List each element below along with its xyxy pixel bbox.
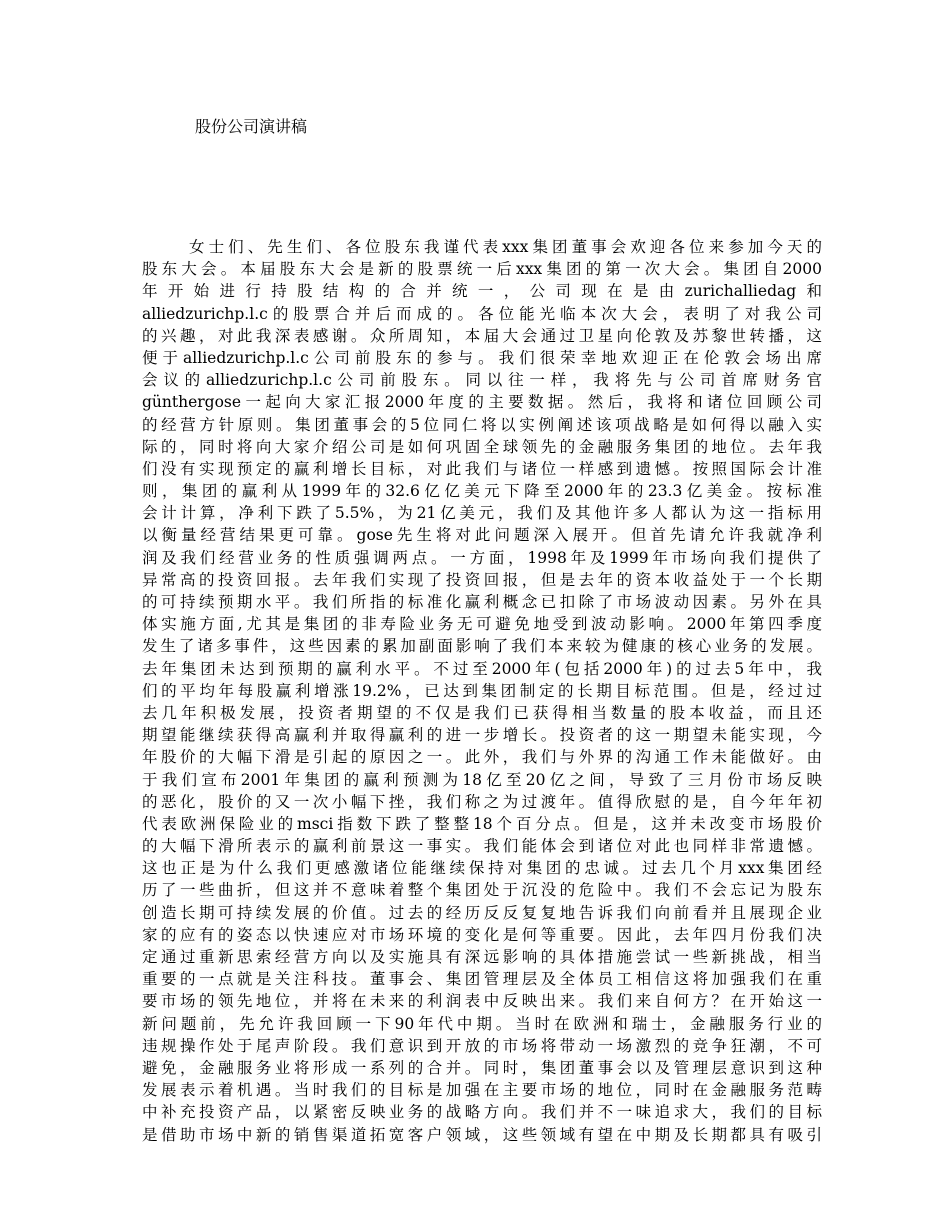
- paragraph-line: 这也正是为什么我们更感激诸位能继续保持对集团的忠诚。过去几个月xxx集团经: [142, 859, 822, 878]
- paragraph-line: 际的，同时将向大家介绍公司是如何巩固全球领先的金融服务集团的地位。去年我: [142, 437, 822, 456]
- paragraph-line: 们的平均年每股赢利增涨19.2%，已达到集团制定的长期目标范围。但是，经过过: [142, 681, 822, 700]
- paragraph-line: 会计计算，净利下跌了5.5%，为21亿美元，我们及其他许多人都认为这一指标用: [142, 504, 822, 523]
- paragraph-line: 是借助市场中新的销售渠道拓宽客户领域，这些领域有望在中期及长期都具有吸引: [142, 1125, 822, 1144]
- paragraph-line: 的可持续预期水平。我们所指的标准化赢利概念已扣除了市场波动因素。另外在具: [142, 593, 822, 611]
- paragraph-line: 润及我们经营业务的性质强调两点。一方面，1998年及1999年市场向我们提供了: [142, 548, 822, 567]
- paragraph-line: 家的应有的姿态以快速应对市场环境的变化是何等重要。因此，去年四月份我们决: [142, 925, 822, 944]
- paragraph-line: 的经营方针原则。集团董事会的5位同仁将以实例阐述该项战略是如何得以融入实: [142, 415, 822, 434]
- paragraph-line: 代表欧洲保险业的msci指数下跌了整整18个百分点。但是，这并未改变市场股价: [142, 814, 822, 833]
- paragraph-line: 的兴趣，对此我深表感谢。众所周知，本届大会通过卫星向伦敦及苏黎世转播，这: [142, 326, 822, 345]
- paragraph-line: günthergose一起向大家汇报2000年度的主要数据。然后，我将和诸位回顾公司: [142, 393, 822, 412]
- paragraph-line: 发展表示着机遇。当时我们的目标是加强在主要市场的地位，同时在金融服务范畴: [142, 1081, 822, 1100]
- paragraph-line: 的恶化，股价的又一次小幅下挫，我们称之为过渡年。值得欣慰的是，自今年年初: [142, 792, 822, 811]
- paragraph-line: 中补充投资产品，以紧密反映业务的战略方向。我们并不一味追求大，我们的目标: [142, 1103, 822, 1122]
- paragraph-line: 年开始进行持股结构的合并统一，公司现在是由zurichalliedag和: [142, 282, 822, 301]
- paragraph-line: 女士们、先生们、各位股东我谨代表xxx集团董事会欢迎各位来参加今天的: [189, 238, 822, 256]
- paragraph-line: 要市场的领先地位，并将在未来的利润表中反映出来。我们来自何方？在开始这一: [142, 992, 822, 1011]
- paragraph-line: 年股价的大幅下滑是引起的原因之一。此外，我们与外界的沟通工作未能做好。由: [142, 748, 822, 767]
- paragraph-line: 创造长期可持续发展的价值。过去的经历反反复复地告诉我们向前看并且展现企业: [142, 903, 822, 922]
- paragraph-line: 重要的一点就是关注科技。董事会、集团管理层及全体员工相信这将加强我们在重: [142, 970, 822, 989]
- paragraph-line: 股东大会。本届股东大会是新的股票统一后xxx集团的第一次大会。集团自2000: [142, 260, 822, 279]
- paragraph-line: 历了一些曲折，但这并不意味着整个集团处于沉没的危险中。我们不会忘记为股东: [142, 881, 822, 900]
- paragraph-line: 以衡量经营结果更可靠。gose先生将对此问题深入展开。但首先请允许我就净利: [142, 526, 822, 545]
- paragraph-line: 去几年积极发展，投资者期望的不仅是我们已获得相当数量的股本收益，而且还: [142, 703, 822, 722]
- paragraph-line: 去年集团未达到预期的赢利水平。不过至2000年(包括2000年)的过去5年中，我: [142, 659, 822, 678]
- paragraph-line: 期望能继续获得高赢利并取得赢利的进一步增长。投资者的这一期望未能实现，今: [142, 726, 822, 745]
- paragraph-line: 们没有实现预定的赢利增长目标，对此我们与诸位一样感到遗憾。按照国际会计准: [142, 459, 822, 478]
- paragraph-line: 于我们宣布2001年集团的赢利预测为18亿至20亿之间，导致了三月份市场反映: [142, 770, 822, 789]
- paragraph-line: 体实施方面,尤其是集团的非寿险业务无可避免地受到波动影响。2000年第四季度: [142, 615, 822, 634]
- paragraph-line: 避免，金融服务业将形成一系列的合并。同时，集团董事会以及管理层意识到这种: [142, 1058, 822, 1077]
- paragraph-line: 违规操作处于尾声阶段。我们意识到开放的市场将带动一场激烈的竞争狂潮，不可: [142, 1036, 822, 1055]
- paragraph-line: 则，集团的赢利从1999年的32.6亿亿美元下降至2000年的23.3亿美金。按标准: [142, 482, 822, 501]
- paragraph-line: 异常高的投资回报。去年我们实现了投资回报，但是去年的资本收益处于一个长期: [142, 570, 822, 589]
- paragraph-line: 会议的alliedzurichp.l.c公司前股东。同以往一样，我将先与公司首席财务官: [142, 371, 822, 390]
- speech-body: [142, 236, 822, 1146]
- paragraph-line: 新问题前，先允许我回顾一下90年代中期。当时在欧洲和瑞士，金融服务行业的: [142, 1014, 822, 1033]
- paragraph-line: alliedzurichp.l.c的股票合并后而成的。各位能光临本次大会，表明了对我公司: [142, 304, 822, 323]
- paragraph-line: 定通过重新思索经营方向以及实施具有深远影响的具体措施尝试一些新挑战，相当: [142, 948, 822, 966]
- paragraph-line: 便于alliedzurichp.l.c公司前股东的参与。我们很荣幸地欢迎正在伦敦会场出席: [142, 348, 822, 367]
- paragraph-line: 发生了诸多事件，这些因素的累加副面影响了我们本来较为健康的核心业务的发展。: [142, 637, 822, 656]
- document-title: 股份公司演讲稿: [195, 117, 308, 136]
- paragraph-line: 的大幅下滑所表示的赢利前景这一事实。我们能体会到诸位对此也同样非常遗憾。: [142, 837, 822, 856]
